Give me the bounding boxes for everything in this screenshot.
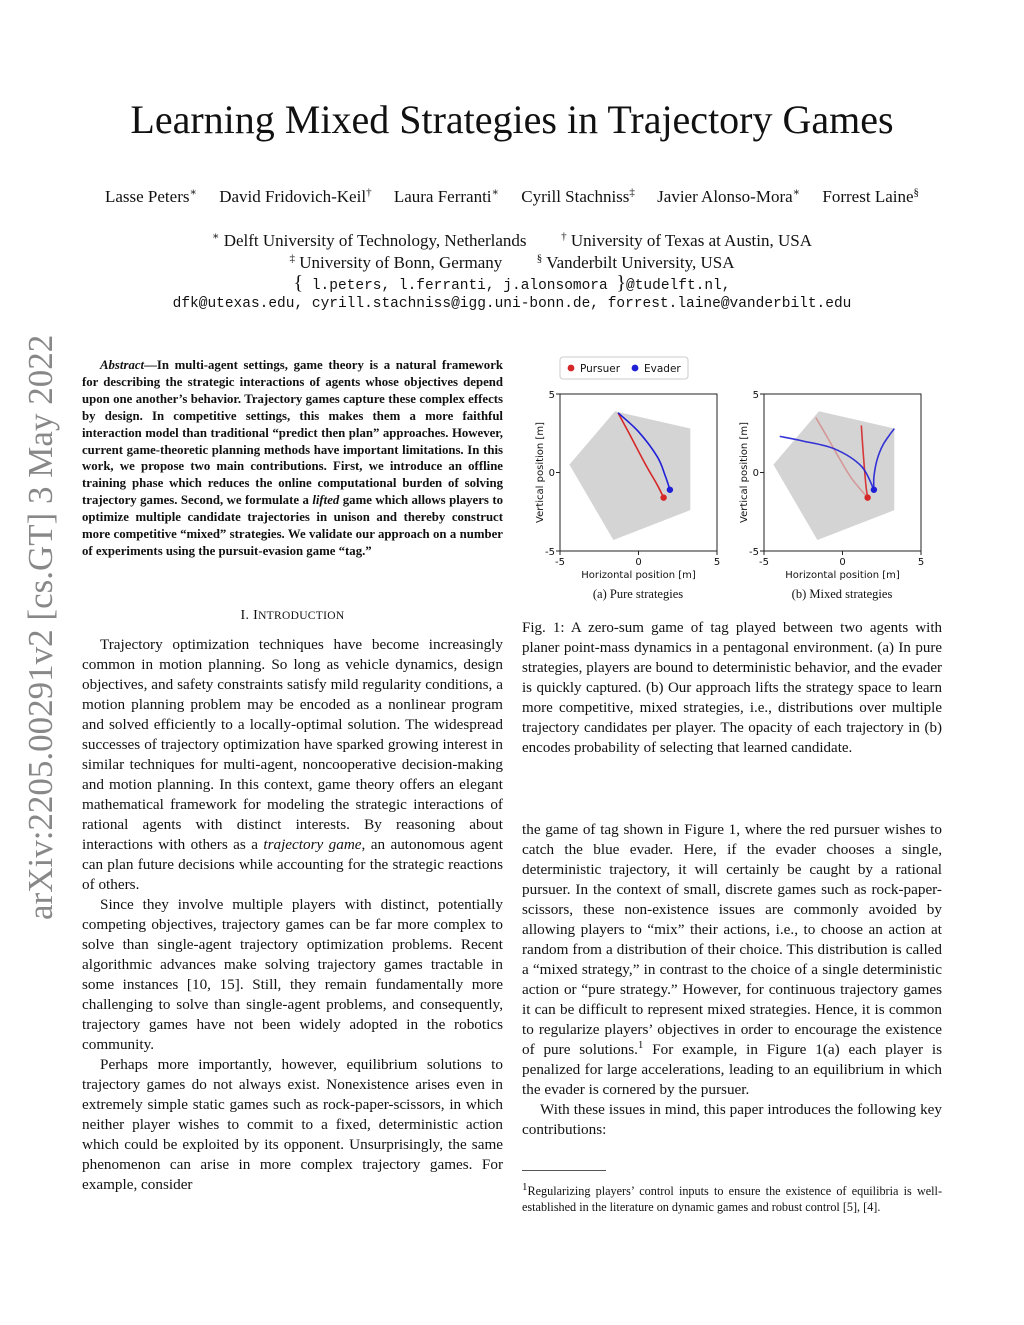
paragraph: Trajectory optimization techniques have become increasingly common in motion planning. So long as vehicle dynamics, design objectives, and safety constraints satisfy mild regularity conditions, a motion planning problem may be encoded as a nonlinear program and solved efficiently to a locally-optimal solution. The widespread successes of trajectory optimization have sparked growing interest in similar techniques for multi-agent, noncooperative decision-making and motion planning. In this context, game theory offers an elegant mathematical framework for modeling the strategic interactions of rational agents with distinct interests. By reasoning about interactions with others as a trajectory game, an autonomous agent can plan future decisions while accounting for the strategic reactions of others. [82, 636, 503, 893]
paragraph: Since they involve multiple players with distinct, potentially competing objectives, trajectory games can be far more complex to solve than single-agent trajectory optimization problems. Recent algorithmic advances make solving trajectory games tractable in some instances [10, 15]. Still, they remain fundamentally more challenging to solve than single-agent problems, and consequently, trajectory games have not been widely adopted in the robotics community. [82, 896, 503, 1053]
right-column-body [522, 820, 942, 1140]
legend-evader-marker [632, 365, 639, 372]
panel-mixed-strategies [739, 390, 924, 581]
y-axis-label: Vertical position [m] [535, 422, 546, 523]
evader-position-marker [667, 487, 673, 493]
y-tick-label: 0 [752, 468, 759, 479]
x-tick-label: 0 [839, 557, 846, 568]
affiliations-line-2 [0, 252, 1024, 273]
x-axis-label: Horizontal position [m] [581, 570, 696, 581]
affiliations-line-1 [0, 230, 1024, 251]
paragraph: With these issues in mind, this paper introduces the following key contributions: [522, 1101, 942, 1138]
arxiv-stamp: arXiv:2205.00291v2 [cs.GT] 3 May 2022 [21, 334, 60, 920]
author: Forrest Laine§ [822, 186, 920, 206]
legend-pursuer-label: Pursuer [580, 363, 621, 375]
evader-position-marker [871, 487, 877, 493]
affiliation: † University of Texas at Austin, USA [561, 230, 813, 250]
affiliation: ∗ Delft University of Technology, Netherlands [211, 230, 527, 250]
y-tick-label: 0 [548, 468, 555, 479]
y-tick-label: 5 [548, 390, 555, 401]
affiliation: § Vanderbilt University, USA [536, 252, 735, 272]
legend-pursuer-marker [568, 365, 575, 372]
legend [560, 357, 688, 379]
author: Lasse Peters∗ [104, 186, 197, 206]
figure-1-plots [522, 352, 942, 592]
x-axis-label: Horizontal position [m] [785, 570, 900, 581]
y-tick-label: -5 [545, 547, 555, 558]
author: David Fridovich-Keil† [219, 186, 372, 206]
paragraph: the game of tag shown in Figure 1, where the red pursuer wishes to catch the blue evader. Here, if the evader chooses a single, deterministic trajectory, it will certainly be caught by a rational pursuer. In the context of small, discrete games such as rock-paper-scissors, these non-existence issues are commonly avoided by allowing players to “mix” their actions, i.e., to choose an action at random from a distribution of their choice. This distribution is called a “mixed strategy,” in contrast to the choice of a single deterministic action or “pure strategy.” However, for continuous trajectory games it can be difficult to represent mixed strategies. Hence, it is common to regularize players’ objectives in order to encourage the existence of pure solutions.$^1$ For example, in Figure 1(a) each player is penalized for large accelerations, leading to an equilibrium in which the evader is cornered by the pursuer. [522, 821, 942, 1098]
paper-title: Learning Mixed Strategies in Trajectory Games [130, 97, 894, 142]
subcaption-a: (a) Pure strategies [592, 587, 684, 601]
email-line-2: dfk@utexas.edu, cyrill.stachniss@igg.uni-bonn.de, forrest.laine@vanderbilt.edu [172, 296, 852, 312]
email-line-1: { l.peters, l.ferranti, j.alonsomora }@tudelft.nl, [293, 272, 731, 294]
y-axis-label: Vertical position [m] [739, 422, 750, 523]
x-tick-label: 0 [635, 557, 642, 568]
subcaption-b: (b) Mixed strategies [791, 587, 893, 601]
pursuer-position-marker [864, 494, 870, 500]
figure-caption: Fig. 1: A zero-sum game of tag played between two agents with planer point-mass dynamics in a pentagonal environment. (a) In pure strategies, players are bound to deterministic behavior, and the evader is quickly captured. (b) Our approach lifts the strategy space to learn more competitive, mixed strategies, i.e., distributions over multiple trajectory candidates per player. The opacity of each trajectory in (b) encodes probability of selecting that learned candidate. [522, 620, 942, 756]
author-list [0, 185, 1024, 209]
author: Cyrill Stachniss‡ [521, 186, 635, 206]
footnote-rule [522, 1170, 606, 1171]
left-column-body [82, 635, 503, 1195]
abstract: Abstract—In multi-agent settings, game theory is a natural framework for describing the strategic interactions of agents whose objectives depend upon one another’s behavior. Trajectory games capture these complex effects by design. In competitive settings, this makes them a more faithful interaction model than traditional “predict then plan” approaches. However, current game-theoretic planning methods have important limitations. In this work, we propose two main contributions. First, we introduce an offline training phase which reduces the online computational burden of solving trajectory games. Second, we formulate a lifted game which allows players to optimize multiple candidate trajectories in unison and thereby construct more competitive “mixed” strategies. We validate our approach on a number of experiments using the pursuit-evasion game “tag.” [82, 358, 503, 558]
x-tick-label: -5 [555, 557, 565, 568]
author: Javier Alonso-Mora∗ [657, 186, 801, 206]
paragraph: Perhaps more importantly, however, equilibrium solutions to trajectory games do not always exist. Nonexistence arises even in extremely simple static games such as rock-paper-scissors, in which neither player wishes to commit to a fixed, deterministic action which could be exploited by its opponent. Unsurprisingly, the same phenomenon can arise in more complex trajectory games. For example, consider [82, 1056, 503, 1193]
pursuer-position-marker [660, 494, 666, 500]
affiliation: ‡ University of Bonn, Germany [289, 252, 503, 272]
y-tick-label: -5 [749, 547, 759, 558]
panel-pure-strategies [535, 390, 720, 581]
author: Laura Ferranti∗ [393, 186, 499, 206]
x-tick-label: 5 [917, 557, 925, 568]
legend-evader-label: Evader [644, 363, 681, 375]
x-tick-label: 5 [713, 557, 721, 568]
section-heading: I. INTRODUCTION [240, 608, 345, 623]
x-tick-label: -5 [759, 557, 769, 568]
y-tick-label: 5 [752, 390, 759, 401]
footnote: $^1$Regularizing players’ control inputs to ensure the existence of equilibria is well-established in the literature on dynamic games and robust control [5], [4]. [522, 1180, 942, 1214]
